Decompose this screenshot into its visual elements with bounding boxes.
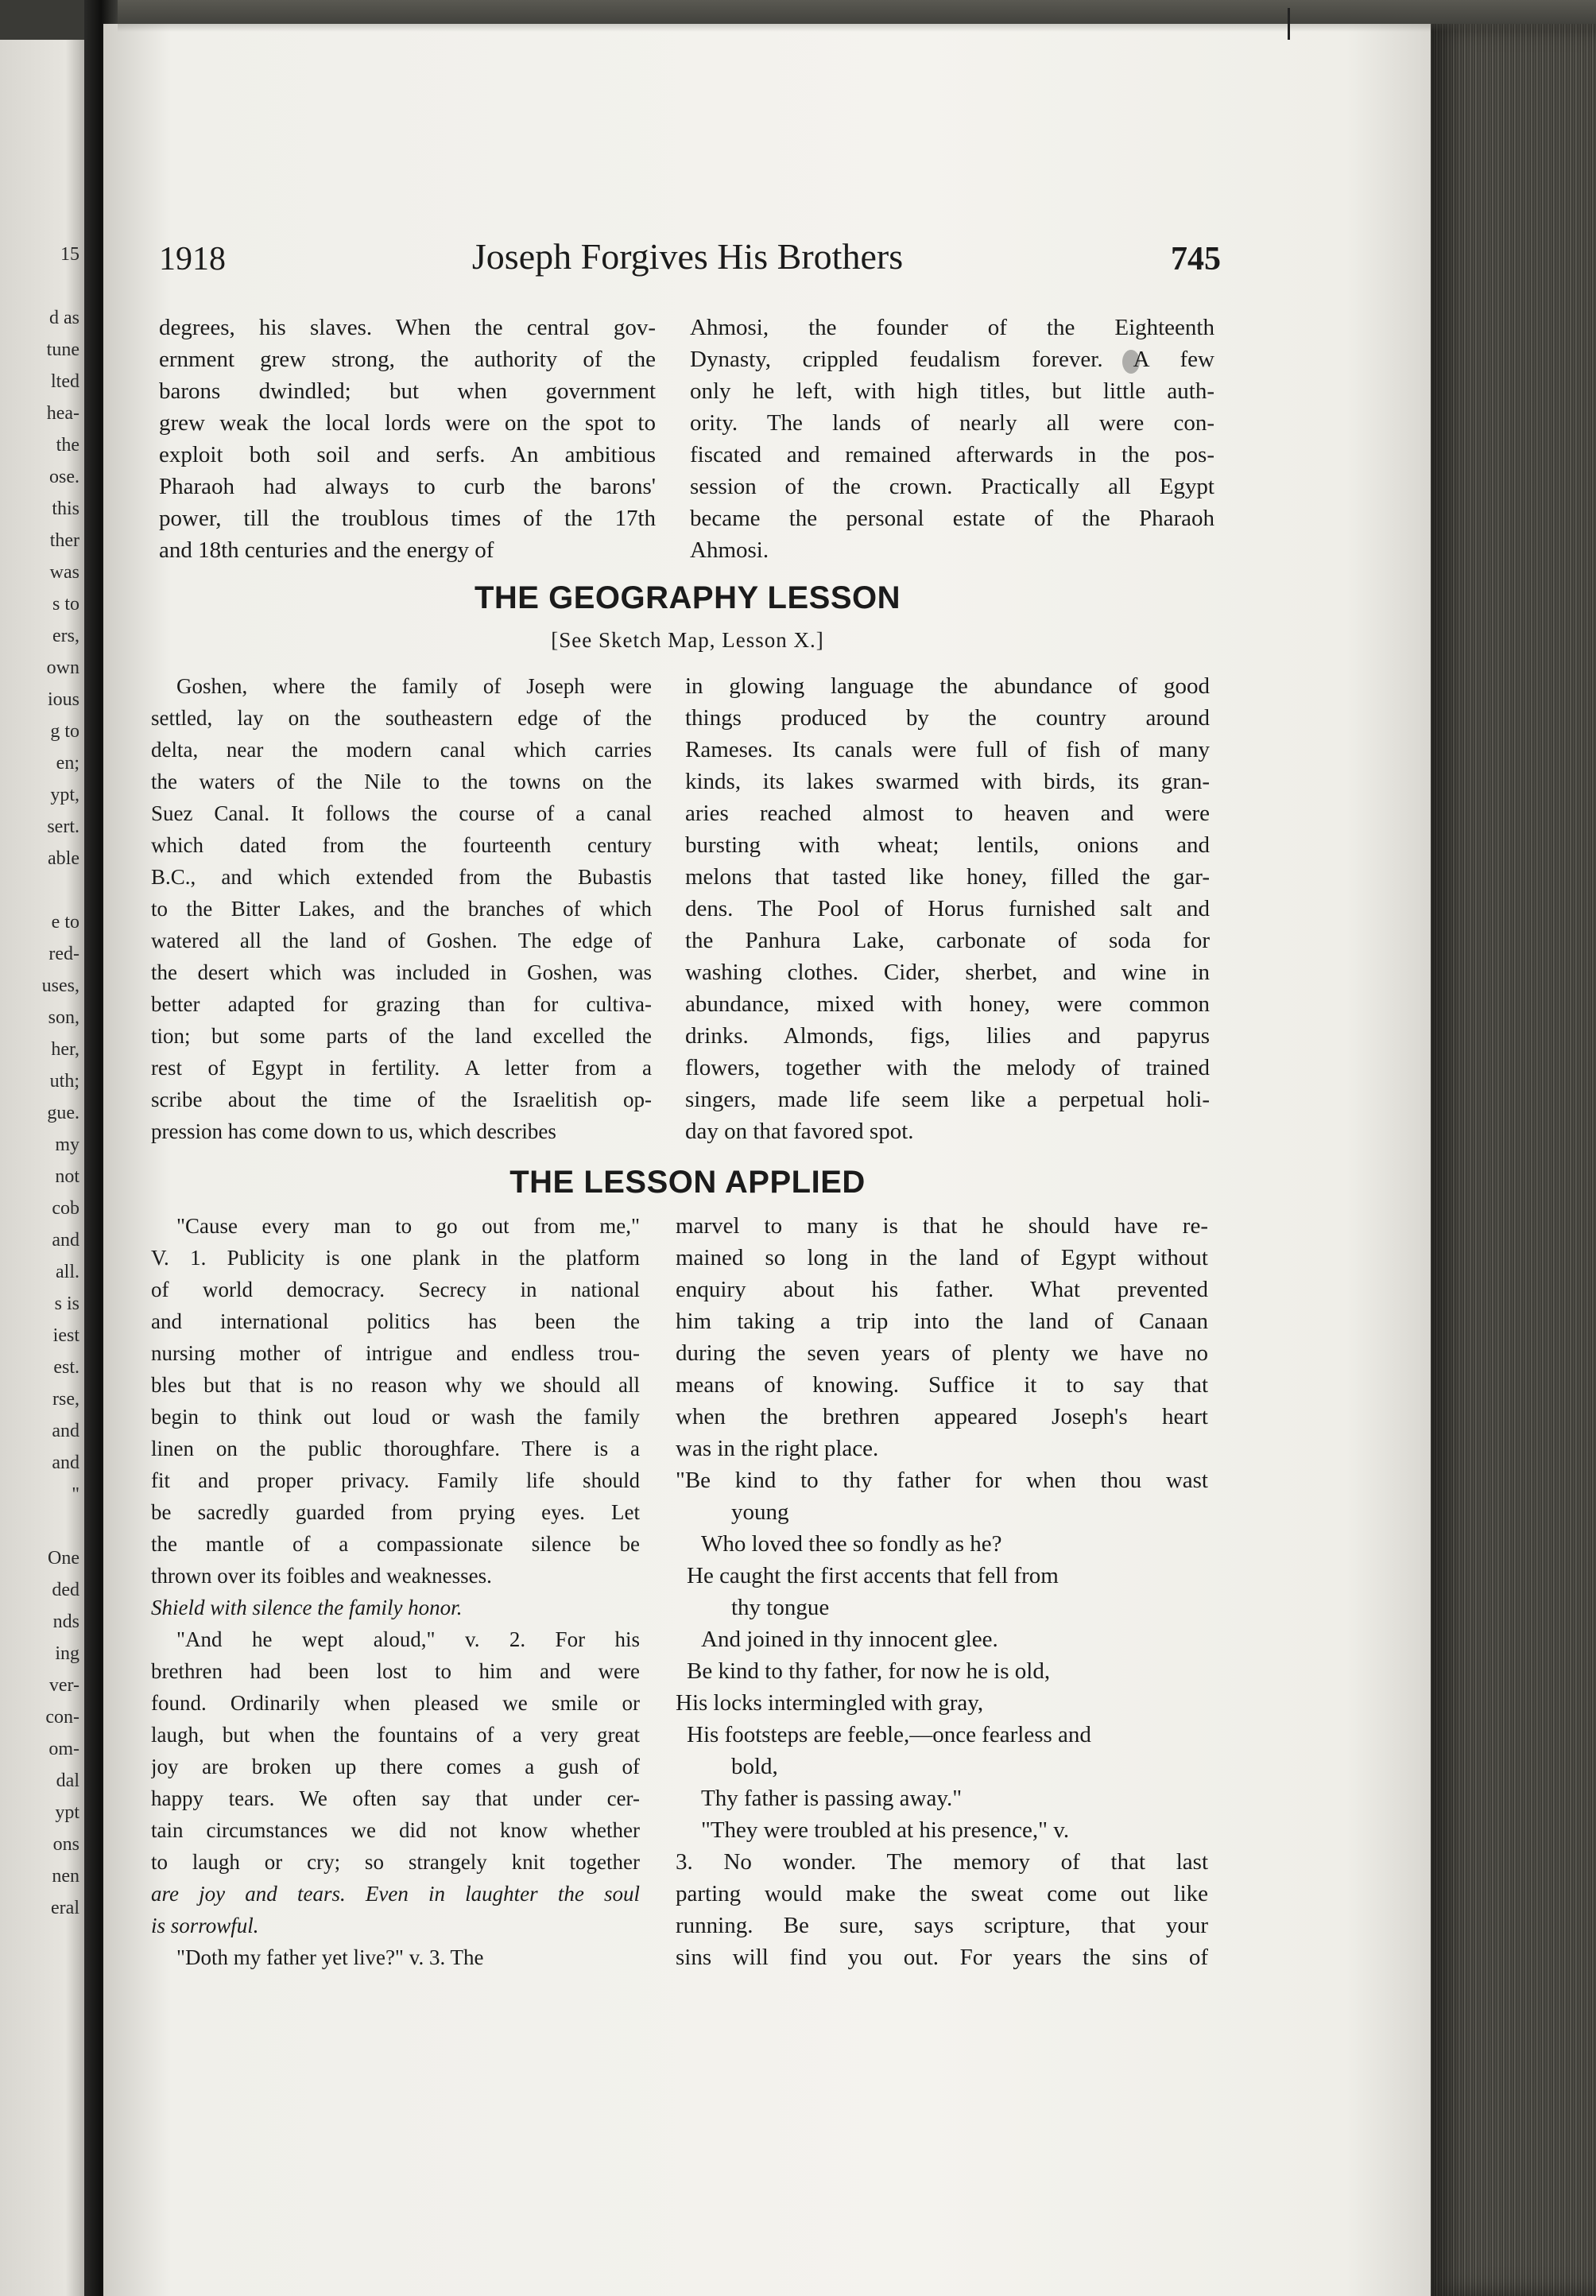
text-line: session of the crown. Practically all Egypt xyxy=(690,474,1214,499)
left-page-fragment: ious xyxy=(47,689,79,710)
left-page-fragment: my xyxy=(55,1134,79,1155)
left-page-fragment: cob xyxy=(52,1198,79,1219)
text-line: Thy father is passing away." xyxy=(701,1786,963,1811)
left-page-fragment: ing xyxy=(55,1643,79,1664)
text-line: day on that favored spot. xyxy=(685,1119,914,1144)
text-line: means of knowing. Suffice it to say that xyxy=(676,1372,1208,1398)
left-page-fragment: om- xyxy=(48,1739,79,1759)
text-line: "Be kind to thy father for when thou wast xyxy=(676,1468,1208,1493)
text-line: bold, xyxy=(731,1754,778,1779)
left-page-fragment: s is xyxy=(54,1293,79,1314)
left-page-fragment: dal xyxy=(56,1770,79,1791)
text-line: grew weak the local lords were on the spot to xyxy=(159,410,656,436)
text-line: thrown over its foibles and weaknesses. xyxy=(151,1564,492,1588)
text-line: young xyxy=(731,1499,789,1525)
text-line: are joy and tears. Even in laughter the soul xyxy=(151,1882,640,1906)
text-line: the desert which was included in Goshen, was xyxy=(151,960,652,984)
text-line: is sorrowful. xyxy=(151,1914,259,1937)
text-line: kinds, its lakes swarmed with birds, its gran- xyxy=(685,769,1210,794)
left-page-fragment: this xyxy=(52,498,79,519)
left-page-fragment: " xyxy=(72,1484,79,1505)
left-page-fragment: the xyxy=(56,435,79,456)
text-line: abundance, mixed with honey, were common xyxy=(685,991,1210,1017)
text-line: of world democracy. Secrecy in national xyxy=(151,1278,640,1301)
text-line: exploit both soil and serfs. An ambitious xyxy=(159,442,656,467)
geography-right-column xyxy=(685,670,1210,1147)
lesson-applied-heading: THE LESSON APPLIED xyxy=(509,1165,866,1200)
text-line: the Panhura Lake, carbonate of soda for xyxy=(685,928,1210,953)
left-page-fragment: 15 xyxy=(60,244,79,265)
left-page-fragment: uses, xyxy=(41,975,79,996)
left-page-fragment: son, xyxy=(48,1007,79,1028)
text-line: mained so long in the land of Egypt without xyxy=(676,1245,1208,1270)
page-title: Joseph Forgives His Brothers xyxy=(471,236,904,277)
left-page-fragment: eral xyxy=(51,1898,79,1918)
text-line: Be kind to thy father, for now he is old, xyxy=(687,1658,1051,1684)
left-page-fragment: red- xyxy=(48,944,79,964)
text-line: be sacredly guarded from prying eyes. Let xyxy=(151,1500,640,1524)
text-line: ority. The lands of nearly all were con- xyxy=(690,410,1214,436)
left-page-fragment: sert. xyxy=(47,816,79,837)
text-line: joy are broken up there comes a gush of xyxy=(151,1755,640,1778)
text-line: marvel to many is that he should have re- xyxy=(676,1213,1208,1239)
text-line: Ahmosi. xyxy=(690,537,769,563)
text-line: "Doth my father yet live?" v. 3. The xyxy=(176,1945,484,1969)
left-page-fragment xyxy=(0,1511,79,1542)
text-line: to laugh or cry; so strangely knit together xyxy=(151,1850,640,1874)
left-page-fragment: her, xyxy=(51,1039,79,1060)
text-line: when the brethren appeared Joseph's heart xyxy=(676,1404,1208,1429)
text-line: thy tongue xyxy=(731,1595,830,1620)
left-page-fragment: iest xyxy=(52,1325,79,1346)
text-line: Pharaoh had always to curb the barons' xyxy=(159,474,656,499)
text-line: bles but that is no reason why we should all xyxy=(151,1373,640,1397)
text-line: him taking a trip into the land of Canaan xyxy=(676,1309,1208,1334)
left-page-fragment: One xyxy=(48,1548,79,1569)
lesson-applied-left-column xyxy=(151,1210,640,1973)
left-page-fragment xyxy=(0,270,79,302)
left-page-fragment: ers, xyxy=(52,626,79,646)
left-page-fragment: en; xyxy=(56,753,79,774)
text-line: power, till the troublous times of the 17th xyxy=(159,506,656,531)
left-page-fragment: ded xyxy=(52,1580,79,1600)
text-line: His locks intermingled with gray, xyxy=(676,1690,984,1716)
text-line: V. 1. Publicity is one plank in the platform xyxy=(151,1246,640,1270)
text-line: melons that tasted like honey, filled the gar- xyxy=(685,864,1210,890)
left-page-fragment: hea- xyxy=(46,403,79,424)
text-line: nursing mother of intrigue and endless trou- xyxy=(151,1341,640,1365)
text-line: Ahmosi, the founder of the Eighteenth xyxy=(690,315,1214,340)
left-page-fragment: est. xyxy=(53,1357,79,1378)
text-line: barons dwindled; but when government xyxy=(159,378,656,404)
text-line: rest of Egypt in fertility. A letter from a xyxy=(151,1056,652,1080)
left-page-fragment: uth; xyxy=(49,1071,79,1092)
text-line: sins will find you out. For years the sins of xyxy=(676,1945,1208,1970)
text-line: drinks. Almonds, figs, lilies and papyrus xyxy=(685,1023,1210,1049)
text-line: tain circumstances we did not know whether xyxy=(151,1818,640,1842)
text-line: during the seven years of plenty we have no xyxy=(676,1340,1208,1366)
left-page-fragment: ypt xyxy=(55,1802,79,1823)
left-page-fragment: ons xyxy=(52,1834,79,1855)
text-line: and international politics has been the xyxy=(151,1309,640,1333)
left-page-fragment: nds xyxy=(52,1611,79,1632)
intro-left-column xyxy=(159,312,656,566)
text-line: laugh, but when the fountains of a very great xyxy=(151,1723,640,1747)
left-page-fragment: all. xyxy=(56,1262,79,1282)
text-line: which dated from the fourteenth century xyxy=(151,833,652,857)
intro-right-column xyxy=(690,312,1214,566)
left-page-fragment: g to xyxy=(50,721,79,742)
text-line: Suez Canal. It follows the course of a canal xyxy=(151,801,652,825)
geography-subheading: [See Sketch Map, Lesson X.] xyxy=(551,628,824,652)
text-line: "And he wept aloud," v. 2. For his xyxy=(176,1627,640,1651)
left-page-fragment xyxy=(0,875,79,906)
left-page-fragment: not xyxy=(55,1166,79,1187)
text-line: dens. The Pool of Horus furnished salt and xyxy=(685,896,1210,921)
left-page-fragment: con- xyxy=(45,1707,79,1728)
left-page-fragment: and xyxy=(52,1230,79,1251)
text-line: His footsteps are feeble,—once fearless and xyxy=(687,1722,1091,1747)
left-page-fragment: and xyxy=(52,1421,79,1441)
text-line: fit and proper privacy. Family life should xyxy=(151,1468,640,1492)
text-line: enquiry about his father. What prevented xyxy=(676,1277,1208,1302)
text-line: running. Be sure, says scripture, that your xyxy=(676,1913,1208,1938)
text-line: was in the right place. xyxy=(676,1436,879,1461)
left-page-fragment: was xyxy=(49,562,79,583)
left-page-fragment: able xyxy=(48,848,79,869)
text-line: And joined in thy innocent glee. xyxy=(701,1627,998,1652)
text-line: parting would make the sweat come out like xyxy=(676,1881,1208,1906)
text-line: ernment grew strong, the authority of the xyxy=(159,347,656,372)
text-line: things produced by the country around xyxy=(685,705,1210,731)
text-line: Rameses. Its canals were full of fish of many xyxy=(685,737,1210,762)
text-line: to the Bitter Lakes, and the branches of which xyxy=(151,897,652,921)
text-line: begin to think out loud or wash the family xyxy=(151,1405,640,1429)
text-line: pression has come down to us, which describes xyxy=(151,1119,556,1143)
left-page-fragment: ypt, xyxy=(50,785,79,805)
text-line: in glowing language the abundance of good xyxy=(685,673,1210,699)
text-line: fiscated and remained afterwards in the pos- xyxy=(690,442,1214,467)
text-line: flowers, together with the melody of trained xyxy=(685,1055,1210,1080)
text-line: bursting with wheat; lentils, onions and xyxy=(685,832,1210,858)
text-line: He caught the first accents that fell from xyxy=(687,1563,1059,1588)
text-line: degrees, his slaves. When the central gov- xyxy=(159,315,656,340)
left-page-fragment: d as xyxy=(49,308,79,328)
text-line: singers, made life seem like a perpetual holi- xyxy=(685,1087,1210,1112)
text-line: the waters of the Nile to the towns on the xyxy=(151,770,652,793)
left-page-fragment: and xyxy=(52,1452,79,1473)
left-page-fragment: ver- xyxy=(48,1675,79,1696)
text-line: Dynasty, crippled feudalism forever. A few xyxy=(690,347,1214,372)
text-line: aries reached almost to heaven and were xyxy=(685,801,1210,826)
text-line: better adapted for grazing than for cultiva- xyxy=(151,992,652,1016)
text-line: only he left, with high titles, but little auth- xyxy=(690,378,1214,404)
geography-left-column xyxy=(151,670,652,1147)
running-head xyxy=(159,236,1221,288)
text-line: delta, near the modern canal which carries xyxy=(151,738,652,762)
text-line: "They were troubled at his presence," v. xyxy=(701,1817,1070,1843)
text-line: settled, lay on the southeastern edge of the xyxy=(151,706,652,730)
text-line: and 18th centuries and the energy of xyxy=(159,537,494,563)
text-line: Shield with silence the family honor. xyxy=(151,1596,463,1619)
scan-artifact xyxy=(1288,8,1290,40)
text-line: Goshen, where the family of Joseph were xyxy=(176,674,652,698)
page-number: 745 xyxy=(1171,241,1221,277)
left-page-fragment: tune xyxy=(46,339,79,360)
text-line: brethren had been lost to him and were xyxy=(151,1659,640,1683)
left-page-fragment: nen xyxy=(52,1866,79,1887)
text-line: found. Ordinarily when pleased we smile or xyxy=(151,1691,640,1715)
text-line: "Cause every man to go out from me," xyxy=(176,1214,640,1238)
text-line: B.C., and which extended from the Bubastis xyxy=(151,865,652,889)
text-line: washing clothes. Cider, sherbet, and wine in xyxy=(685,960,1210,985)
text-line: 3. No wonder. The memory of that last xyxy=(676,1849,1208,1875)
left-page-fragment: s to xyxy=(52,594,79,615)
lesson-applied-right-column xyxy=(676,1210,1208,1973)
text-line: watered all the land of Goshen. The edge of xyxy=(151,929,652,952)
text-line: linen on the public thoroughfare. There is a xyxy=(151,1437,640,1460)
text-line: the mantle of a compassionate silence be xyxy=(151,1532,640,1556)
left-page-fragment: e to xyxy=(51,912,79,933)
left-page-fragment: own xyxy=(46,657,79,678)
text-line: Who loved thee so fondly as he? xyxy=(701,1531,1002,1557)
text-line: became the personal estate of the Pharaoh xyxy=(690,506,1214,531)
text-line: tion; but some parts of the land excelled the xyxy=(151,1024,652,1048)
left-page-fragment: lted xyxy=(51,371,79,392)
geography-heading: THE GEOGRAPHY LESSON xyxy=(474,580,901,615)
left-page-fragment: gue. xyxy=(47,1103,79,1123)
page-edges xyxy=(1431,24,1596,2296)
left-page-text-fragments xyxy=(0,239,79,1924)
left-page-fragment: ose. xyxy=(49,467,79,487)
left-page-fragment: ther xyxy=(49,530,79,551)
page-year: 1918 xyxy=(159,241,226,277)
text-line: happy tears. We often say that under cer- xyxy=(151,1786,640,1810)
text-line: scribe about the time of the Israelitish op- xyxy=(151,1088,652,1111)
left-page-fragment: rse, xyxy=(52,1389,79,1410)
top-shadow xyxy=(118,0,1596,32)
